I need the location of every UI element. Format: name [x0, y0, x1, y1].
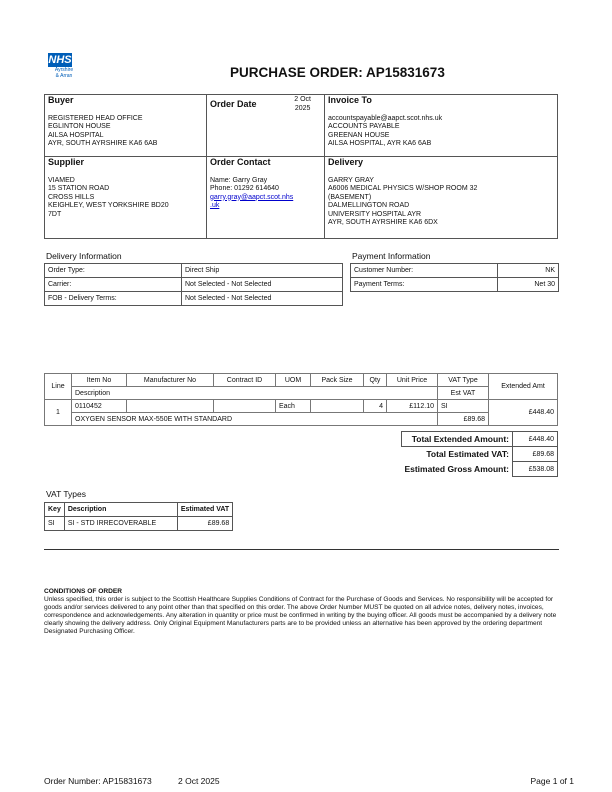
delivery-info-label: FOB - Delivery Terms:: [45, 292, 182, 306]
total-vat-row: [401, 447, 557, 462]
contact-email-link[interactable]: garry.gray@aapct.scot.nhs: [210, 193, 294, 201]
contact-name: Name: Garry Gray: [210, 176, 268, 184]
payment-info-value: NK: [497, 264, 558, 278]
invoice-to-line: AILSA HOSPITAL, AYR KA6 6AB: [328, 140, 432, 147]
delivery-info-value: Direct Ship: [182, 264, 343, 278]
supplier-cell: [45, 157, 207, 239]
contact-email-link-cont[interactable]: .uk: [210, 202, 220, 209]
nhs-logo-mark: NHS: [48, 54, 72, 66]
footer-page: Page 1 of 1: [530, 776, 574, 786]
conditions-heading: CONDITIONS OF ORDER: [44, 588, 123, 595]
payment-info-table: [350, 263, 559, 292]
footer-order-number: Order Number: AP15831673: [44, 776, 152, 786]
gross-amount-value: £538.08: [513, 462, 558, 477]
row-contract-id: [214, 400, 276, 413]
conditions-text: Unless specified, this order is subject to the Scottish Healthcare Supplies Conditions of Contract for the Purchase of Goods and Services. No responsibility will be accepted for goods and/or services delivered to any point other than that specified on this order. The above Order Number MUST be quoted on all advice notes, delivery notes, invoices, correspondence and acknowledgements. Any alteration in quantity or price must be confirmed in writing by the buying officer. All goods must be accompanied by a delivery note clearly showing the delivery address. Only Original Equipment Manufacturers parts are to be provided unless an alternative has been approved by the ordering department Designated Purchasing Officer.: [44, 596, 557, 635]
row-manufacturer-no: [127, 400, 214, 413]
delivery-info-label: Carrier:: [45, 278, 182, 292]
delivery-info-table: [44, 263, 343, 306]
table-header-row: [45, 387, 558, 400]
col-contract-id: Contract ID: [214, 374, 276, 387]
order-date-cell: [207, 95, 325, 157]
table-row: [45, 278, 343, 292]
col-uom: UOM: [276, 374, 311, 387]
delivery-info-heading: Delivery Information: [46, 251, 122, 261]
delivery-line: AYR, SOUTH AYRSHIRE KA6 6DX: [328, 219, 438, 226]
delivery-line: A6006 MEDICAL PHYSICS W/SHOP ROOM 32: [328, 185, 478, 192]
invoice-to-label: Invoice To: [328, 95, 372, 105]
supplier-line: 7DT: [48, 210, 62, 218]
row-vat-type: SI: [438, 400, 489, 413]
payment-info-label: Customer Number:: [351, 264, 498, 278]
logo-line2: & Arran: [55, 73, 73, 79]
order-date-label: Order Date: [210, 99, 257, 109]
row-line: 1: [45, 400, 72, 426]
logo-line1: Ayrshire: [54, 67, 74, 73]
row-uom: Each: [276, 400, 311, 413]
payment-info-label: Payment Terms:: [351, 278, 498, 292]
total-extended-row: [401, 432, 557, 447]
delivery-info-value: Not Selected - Not Selected: [182, 278, 343, 292]
payment-info-heading: Payment Information: [352, 251, 431, 261]
row-description: OXYGEN SENSOR MAX-550E WITH STANDARD: [72, 413, 438, 426]
order-contact-label: Order Contact: [210, 157, 271, 167]
col-est-vat: Est VAT: [438, 387, 489, 400]
col-pack-size: Pack Size: [311, 374, 364, 387]
supplier-label: Supplier: [48, 157, 85, 167]
order-contact-cell: [207, 157, 325, 239]
col-unit-price: Unit Price: [387, 374, 438, 387]
totals-table: [401, 431, 558, 477]
delivery-info-label: Order Type:: [45, 264, 182, 278]
supplier-line: CROSS HILLS: [48, 193, 95, 201]
total-extended-value: £448.40: [513, 432, 558, 447]
row-unit-price: £112.10: [387, 400, 438, 413]
invoice-to-line: ACCOUNTS PAYABLE: [328, 123, 400, 130]
row-qty: 4: [364, 400, 387, 413]
row-pack-size: [311, 400, 364, 413]
delivery-line: DALMELLINGTON ROAD: [328, 202, 410, 209]
buyer-line: EGLINTON HOUSE: [48, 123, 111, 130]
payment-info-value: Net 30: [497, 278, 558, 292]
row-item-no: 0110452: [72, 400, 127, 413]
table-row: [45, 400, 558, 413]
page-title: PURCHASE ORDER: AP15831673: [230, 65, 445, 80]
buyer-cell: [45, 95, 207, 157]
vat-estimated: £89.68: [177, 517, 232, 531]
delivery-info-value: Not Selected - Not Selected: [182, 292, 343, 306]
order-header-table: [44, 94, 558, 239]
contact-phone: Phone: 01292 614640: [210, 185, 279, 192]
col-manufacturer-no: Manufacturer No: [127, 374, 214, 387]
col-vat-type: VAT Type: [438, 374, 489, 387]
vat-description: SI - STD IRRECOVERABLE: [64, 517, 177, 531]
delivery-line: (BASEMENT): [328, 193, 372, 201]
total-extended-label: Total Extended Amount:: [401, 432, 512, 447]
table-row: [351, 278, 559, 292]
row-est-vat: £89.68: [438, 413, 489, 426]
order-date-value: 2 Oct: [294, 96, 311, 103]
supplier-line: VIAMED: [48, 176, 75, 184]
total-vat-label: Total Estimated VAT:: [426, 449, 509, 460]
delivery-cell: [325, 157, 558, 239]
gross-amount-label: Estimated Gross Amount:: [404, 464, 509, 474]
invoice-to-cell: [325, 95, 558, 157]
table-row: [45, 292, 343, 306]
supplier-line: 15 STATION ROAD: [48, 185, 110, 192]
col-line: Line: [45, 374, 72, 400]
table-row: [45, 413, 558, 426]
vat-key: SI: [45, 517, 65, 531]
vat-types-table: [44, 502, 233, 531]
col-qty: Qty: [364, 374, 387, 387]
col-item-no: Item No: [72, 374, 127, 387]
table-row: [45, 264, 343, 278]
nhs-logo: [44, 53, 84, 87]
col-extended-amt: Extended Amt: [489, 374, 558, 400]
invoice-to-line: accountspayable@aapct.scot.nhs.uk: [328, 114, 443, 122]
delivery-line: UNIVERSITY HOSPITAL AYR: [328, 210, 422, 218]
gross-amount-row: [401, 462, 557, 477]
supplier-line: KEIGHLEY, WEST YORKSHIRE BD20: [48, 202, 169, 209]
col-description: Description: [72, 387, 438, 400]
row-extended-amt: £448.40: [489, 400, 558, 426]
table-row: [351, 264, 559, 278]
table-header-row: [45, 503, 233, 517]
delivery-label: Delivery: [328, 157, 364, 167]
table-row: [45, 517, 233, 531]
buyer-line: REGISTERED HEAD OFFICE: [48, 114, 143, 122]
buyer-line: AILSA HOSPITAL: [48, 131, 104, 139]
conditions-block: [44, 588, 568, 636]
divider: [44, 549, 559, 550]
vat-types-heading: VAT Types: [46, 489, 87, 499]
footer-date: 2 Oct 2025: [178, 776, 220, 786]
order-date-year: 2025: [294, 104, 311, 112]
table-header-row: [45, 374, 558, 387]
delivery-line: GARRY GRAY: [328, 176, 374, 184]
line-items-table: [44, 373, 558, 426]
invoice-to-line: GREENAN HOUSE: [328, 131, 390, 139]
buyer-line: AYR, SOUTH AYRSHIRE KA6 6AB: [48, 140, 158, 147]
total-vat-value: £89.68: [513, 447, 558, 462]
vat-col-estimated: Estimated VAT: [177, 503, 232, 517]
vat-col-key: Key: [45, 503, 65, 517]
buyer-label: Buyer: [48, 95, 74, 105]
vat-col-description: Description: [64, 503, 177, 517]
